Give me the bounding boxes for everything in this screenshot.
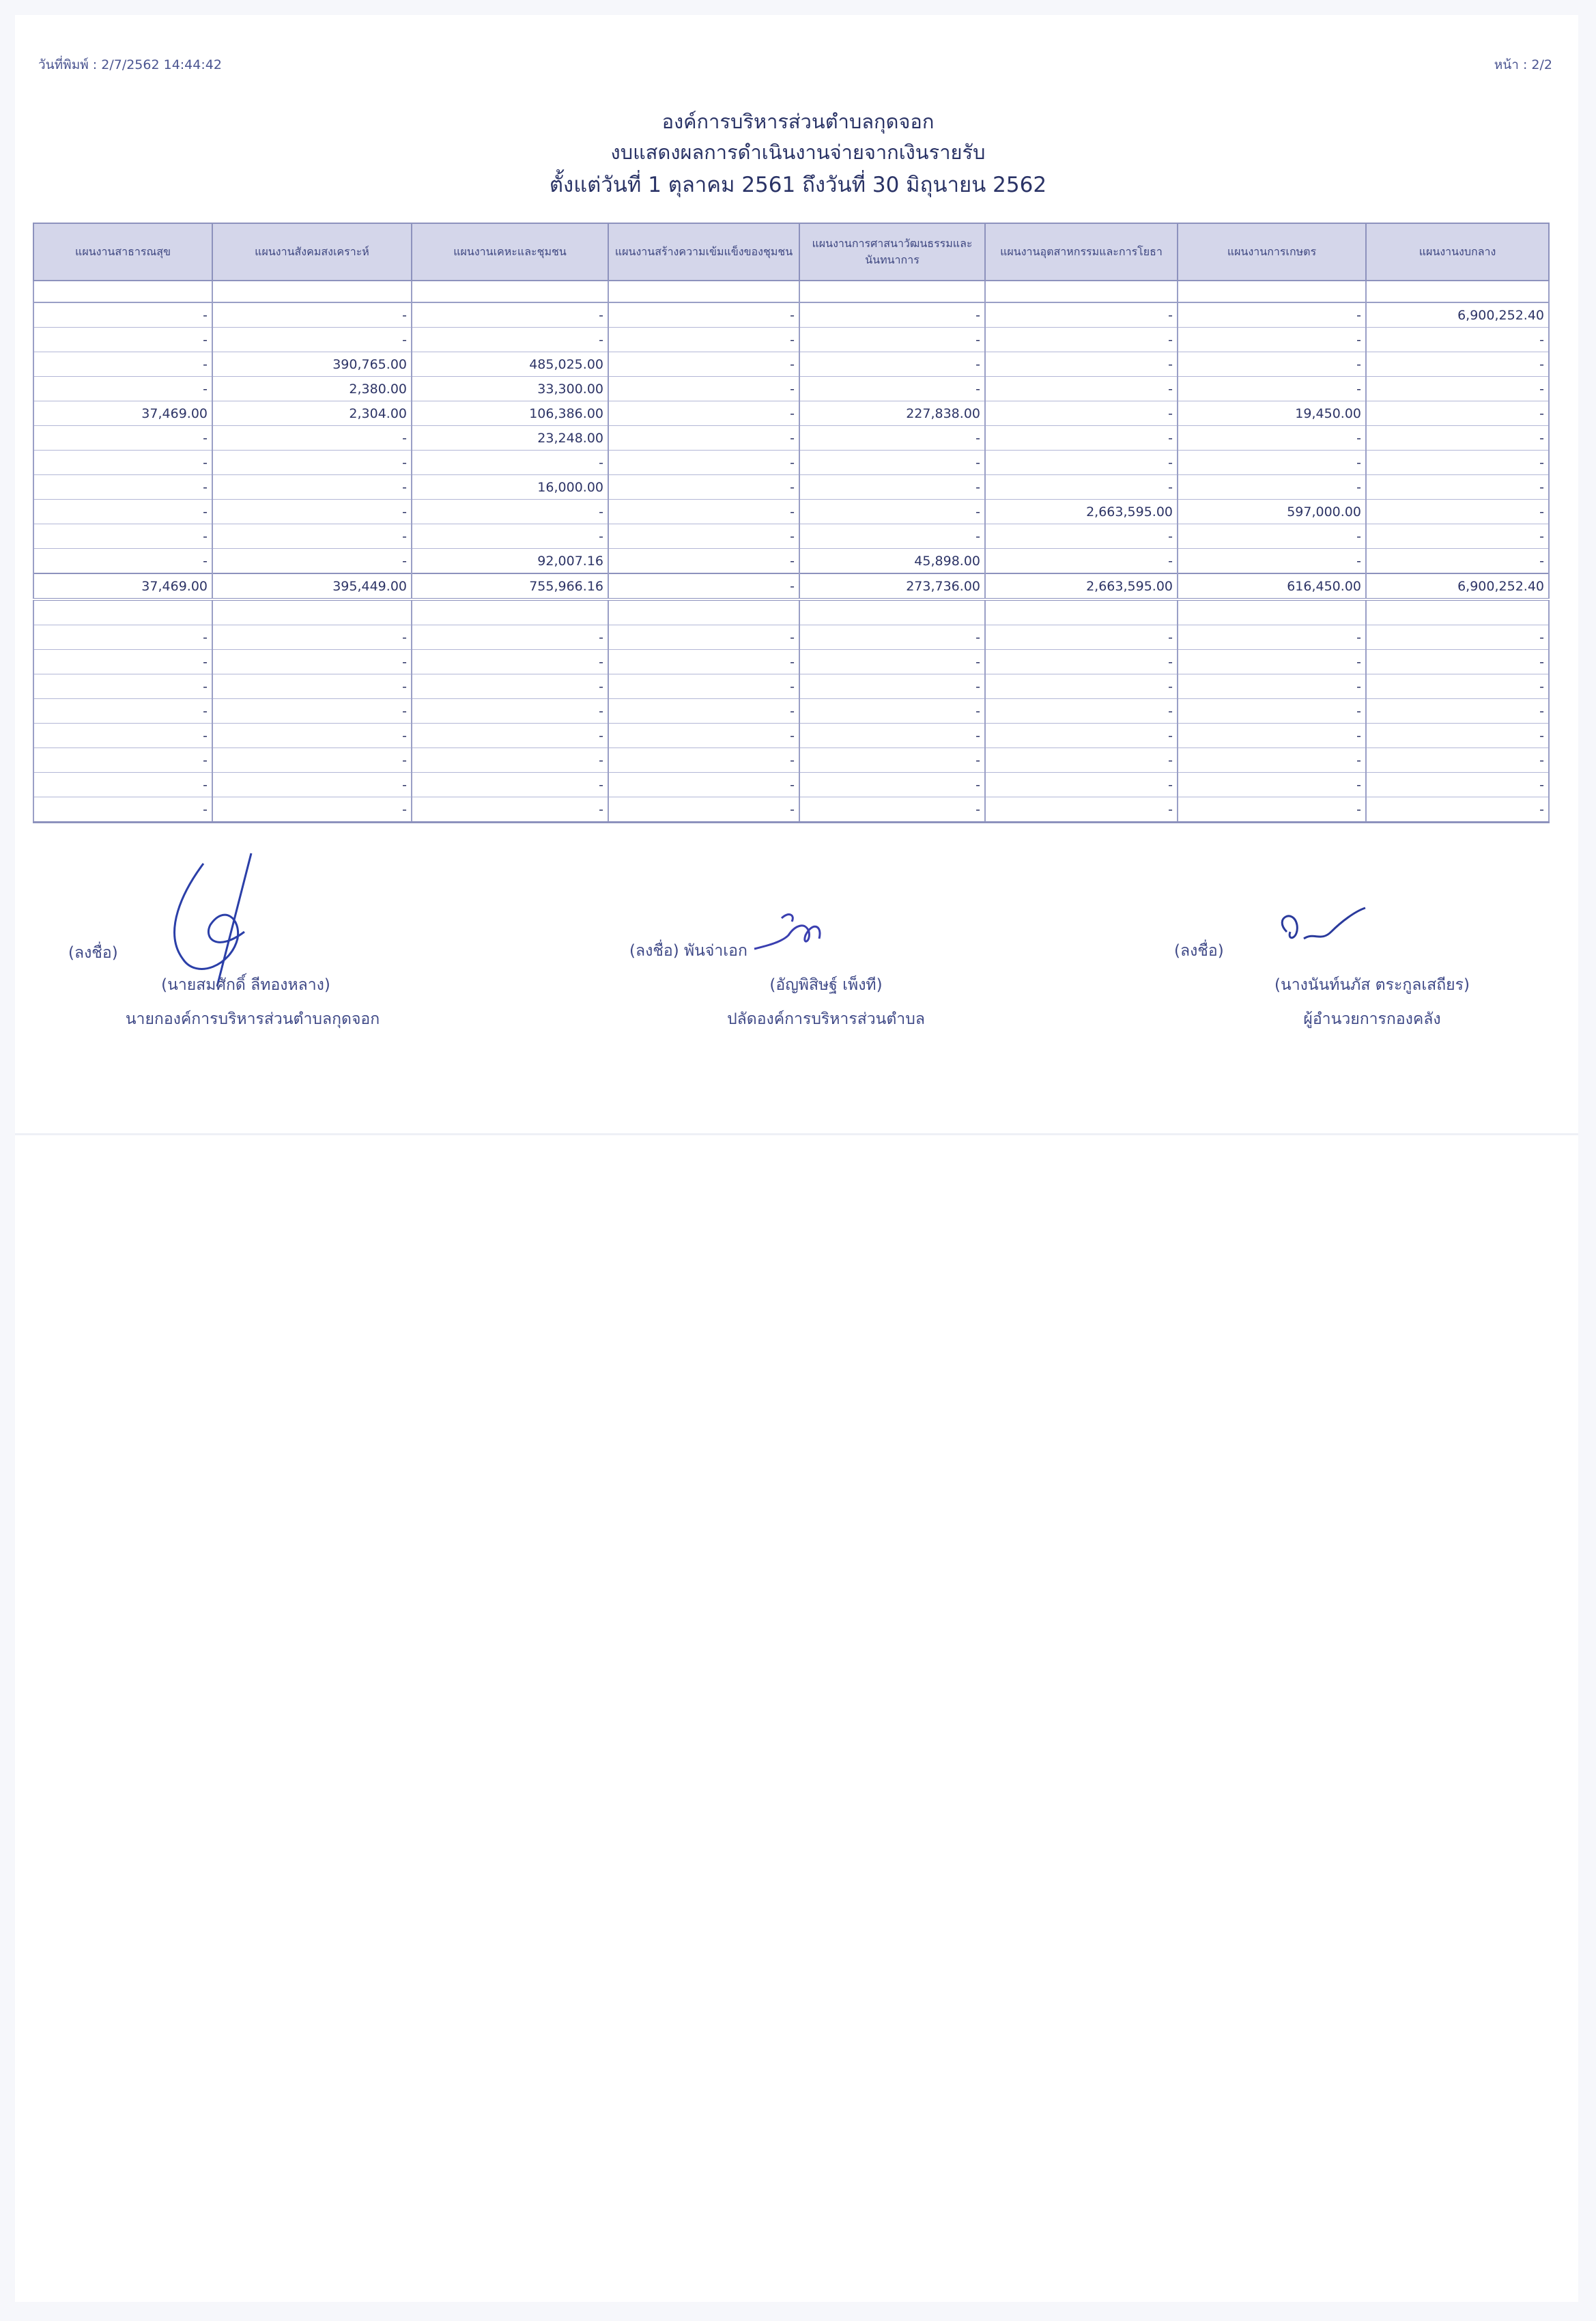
table-cell: - xyxy=(1178,797,1366,823)
table-cell: 390,765.00 xyxy=(212,352,412,377)
table-cell: - xyxy=(985,797,1178,823)
table-cell: - xyxy=(1178,650,1366,674)
organization-title: องค์การบริหารส่วนตำบลกุดจอก xyxy=(661,110,935,133)
table-cell: 616,450.00 xyxy=(1178,573,1366,599)
signature-right-label: (ลงชื่อ) xyxy=(1174,942,1224,960)
signature-middle-scribble xyxy=(741,908,843,963)
signature-left-position: นายกองค์การบริหารส่วนตำบลกุดจอก xyxy=(125,1010,380,1028)
table-cell: - xyxy=(412,724,608,748)
table-cell: 92,007.16 xyxy=(412,549,608,574)
table-cell: - xyxy=(985,773,1178,797)
table-cell: - xyxy=(608,773,799,797)
table-cell: - xyxy=(33,377,212,401)
table-row xyxy=(33,377,1549,401)
table-row xyxy=(33,599,1549,625)
page-fold-divider xyxy=(15,1133,1578,1135)
table-cell: - xyxy=(212,524,412,549)
table-cell xyxy=(985,599,1178,625)
table-cell: - xyxy=(1178,451,1366,475)
table-row xyxy=(33,401,1549,426)
table-cell: - xyxy=(1366,451,1549,475)
table-cell: - xyxy=(212,475,412,500)
column-header: แผนงานอุตสาหกรรมและการโยธา xyxy=(985,223,1178,281)
table-row xyxy=(33,650,1549,674)
table-cell: - xyxy=(212,797,412,823)
table-cell: - xyxy=(212,748,412,773)
table-cell: - xyxy=(985,401,1178,426)
table-cell: - xyxy=(1178,699,1366,724)
signature-left-label: (ลงชื่อ) xyxy=(68,944,118,962)
table-cell: - xyxy=(212,500,412,524)
table-cell: - xyxy=(799,451,985,475)
table-cell: - xyxy=(1178,475,1366,500)
table-cell xyxy=(212,599,412,625)
table-cell: - xyxy=(1366,674,1549,699)
table-cell: - xyxy=(799,773,985,797)
table-cell xyxy=(799,599,985,625)
signature-middle-name: (อัญพิสิษฐ์ เพ็งที) xyxy=(769,976,883,994)
table-cell: - xyxy=(33,650,212,674)
table-cell: - xyxy=(412,500,608,524)
table-cell: - xyxy=(608,328,799,352)
table-cell: - xyxy=(33,773,212,797)
table-cell: 485,025.00 xyxy=(412,352,608,377)
table-cell: - xyxy=(608,748,799,773)
table-row xyxy=(33,451,1549,475)
table-cell xyxy=(33,599,212,625)
table-cell: 45,898.00 xyxy=(799,549,985,574)
table-cell: - xyxy=(985,674,1178,699)
table-row xyxy=(33,524,1549,549)
signature-right-position: ผู้อำนวยการกองคลัง xyxy=(1303,1010,1441,1028)
table-cell xyxy=(608,599,799,625)
table-cell: - xyxy=(212,724,412,748)
column-header: แผนงานการเกษตร xyxy=(1178,223,1366,281)
table-cell: - xyxy=(985,475,1178,500)
table-cell: - xyxy=(1366,699,1549,724)
table-cell: - xyxy=(1178,748,1366,773)
table-cell: - xyxy=(412,328,608,352)
table-cell: - xyxy=(1366,401,1549,426)
column-header: แผนงานสังคมสงเคราะห์ xyxy=(212,223,412,281)
column-header: แผนงานการศาสนาวัฒนธรรมและนันทนาการ xyxy=(799,223,985,281)
table-row xyxy=(33,475,1549,500)
table-cell: - xyxy=(212,328,412,352)
table-cell: - xyxy=(799,797,985,823)
signature-right-scribble xyxy=(1266,905,1376,959)
table-cell: - xyxy=(412,773,608,797)
table-cell: - xyxy=(985,549,1178,574)
table-cell: 33,300.00 xyxy=(412,377,608,401)
column-header: แผนงานสร้างความเข้มแข็งของชุมชน xyxy=(608,223,799,281)
table-cell: - xyxy=(799,377,985,401)
table-cell: - xyxy=(412,797,608,823)
table-cell: - xyxy=(985,748,1178,773)
table-cell: 23,248.00 xyxy=(412,426,608,451)
table-cell: - xyxy=(608,524,799,549)
table-cell: - xyxy=(799,328,985,352)
table-cell: - xyxy=(33,748,212,773)
table-cell: - xyxy=(608,475,799,500)
table-cell: - xyxy=(1178,426,1366,451)
expense-table xyxy=(33,223,1550,823)
table-cell: - xyxy=(1366,475,1549,500)
table-cell: 19,450.00 xyxy=(1178,401,1366,426)
table-cell: - xyxy=(799,748,985,773)
table-spacer-row xyxy=(33,281,1549,302)
table-cell: - xyxy=(985,426,1178,451)
table-cell: - xyxy=(985,650,1178,674)
table-cell: - xyxy=(608,699,799,724)
table-cell: - xyxy=(985,328,1178,352)
table-cell: - xyxy=(1366,797,1549,823)
table-cell: 597,000.00 xyxy=(1178,500,1366,524)
table-cell: - xyxy=(608,451,799,475)
table-cell: - xyxy=(799,724,985,748)
table-cell: - xyxy=(33,524,212,549)
table-cell: - xyxy=(608,797,799,823)
table-cell: - xyxy=(412,748,608,773)
table-row xyxy=(33,426,1549,451)
table-cell xyxy=(1178,599,1366,625)
table-cell: - xyxy=(1178,328,1366,352)
signature-left-name: (นายสมศักดิ์ ลีทองหลาง) xyxy=(161,976,330,994)
table-cell: - xyxy=(1366,426,1549,451)
table-cell: - xyxy=(608,650,799,674)
table-cell: - xyxy=(1366,650,1549,674)
table-cell: - xyxy=(212,674,412,699)
signature-middle-label: (ลงชื่อ) พันจ่าเอก xyxy=(629,942,747,960)
table-cell: - xyxy=(1178,773,1366,797)
table-cell: - xyxy=(212,426,412,451)
table-cell: - xyxy=(608,549,799,574)
table-cell: - xyxy=(799,650,985,674)
table-cell: - xyxy=(412,650,608,674)
table-cell: - xyxy=(212,773,412,797)
table-cell: - xyxy=(985,352,1178,377)
table-cell: - xyxy=(608,401,799,426)
table-cell: - xyxy=(33,352,212,377)
table-cell: - xyxy=(1366,724,1549,748)
table-row xyxy=(33,352,1549,377)
table-cell: - xyxy=(1366,524,1549,549)
table-cell: - xyxy=(1178,377,1366,401)
table-cell: - xyxy=(608,352,799,377)
table-cell: - xyxy=(1366,549,1549,574)
table-cell: - xyxy=(608,426,799,451)
table-cell: - xyxy=(33,451,212,475)
table-cell: - xyxy=(33,500,212,524)
table-cell: 227,838.00 xyxy=(799,401,985,426)
column-header: แผนงานสาธารณสุข xyxy=(33,223,212,281)
table-cell: - xyxy=(1178,302,1366,328)
table-cell: - xyxy=(608,724,799,748)
table-cell: - xyxy=(1178,524,1366,549)
table-cell: - xyxy=(985,524,1178,549)
table-cell: - xyxy=(33,475,212,500)
table-cell: - xyxy=(1366,500,1549,524)
table-cell: - xyxy=(212,699,412,724)
table-row xyxy=(33,549,1549,574)
report-period: ตั้งแต่วันที่ 1 ตุลาคม 2561 ถึงวันที่ 30 มิถุนายน 2562 xyxy=(549,173,1047,197)
report-title: งบแสดงผลการดำเนินงานจ่ายจากเงินรายรับ xyxy=(610,141,986,164)
table-cell: - xyxy=(985,699,1178,724)
table-cell: - xyxy=(985,451,1178,475)
table-cell xyxy=(1366,599,1549,625)
table-cell: - xyxy=(799,352,985,377)
table-row xyxy=(33,773,1549,797)
print-date: วันที่พิมพ์ : 2/7/2562 14:44:42 xyxy=(38,57,222,72)
table-cell: - xyxy=(1366,377,1549,401)
table-row xyxy=(33,748,1549,773)
table-cell: - xyxy=(608,377,799,401)
table-cell: - xyxy=(985,625,1178,650)
table-body xyxy=(33,281,1549,823)
table-cell: 37,469.00 xyxy=(33,401,212,426)
table-cell: - xyxy=(799,500,985,524)
column-header: แผนงานเคหะและชุมชน xyxy=(412,223,608,281)
table-cell: - xyxy=(412,674,608,699)
table-cell: 755,966.16 xyxy=(412,573,608,599)
table-cell: - xyxy=(1178,549,1366,574)
table-cell: - xyxy=(985,724,1178,748)
table-row xyxy=(33,674,1549,699)
table-cell: - xyxy=(212,302,412,328)
table-cell: 2,663,595.00 xyxy=(985,500,1178,524)
table-cell: - xyxy=(412,451,608,475)
table-cell: - xyxy=(412,302,608,328)
table-cell: - xyxy=(212,549,412,574)
table-cell: - xyxy=(608,625,799,650)
table-cell: - xyxy=(33,328,212,352)
table-cell: - xyxy=(212,451,412,475)
table-cell: - xyxy=(799,426,985,451)
table-cell: - xyxy=(608,500,799,524)
table-cell: 16,000.00 xyxy=(412,475,608,500)
table-cell: - xyxy=(1366,748,1549,773)
table-cell: 37,469.00 xyxy=(33,573,212,599)
totals-row xyxy=(33,573,1549,599)
table-cell: - xyxy=(799,475,985,500)
table-cell: 2,304.00 xyxy=(212,401,412,426)
table-cell: - xyxy=(799,524,985,549)
table-cell: - xyxy=(33,797,212,823)
table-header-row xyxy=(33,223,1549,281)
table-cell: - xyxy=(1178,625,1366,650)
table-cell: - xyxy=(1178,352,1366,377)
column-header: แผนงานงบกลาง xyxy=(1366,223,1549,281)
table-cell: - xyxy=(608,573,799,599)
table-cell: - xyxy=(1178,724,1366,748)
expense-table-wrapper xyxy=(33,223,1548,823)
table-cell: - xyxy=(1366,773,1549,797)
table-cell: - xyxy=(608,674,799,699)
table-cell: - xyxy=(1178,674,1366,699)
table-row xyxy=(33,500,1549,524)
table-cell: - xyxy=(412,625,608,650)
table-cell: - xyxy=(1366,352,1549,377)
table-cell: - xyxy=(33,674,212,699)
table-cell: 273,736.00 xyxy=(799,573,985,599)
table-cell: 2,380.00 xyxy=(212,377,412,401)
table-cell: - xyxy=(799,302,985,328)
table-cell: 395,449.00 xyxy=(212,573,412,599)
table-row xyxy=(33,797,1549,823)
table-cell: - xyxy=(33,625,212,650)
table-cell: 6,900,252.40 xyxy=(1366,573,1549,599)
table-cell: - xyxy=(985,302,1178,328)
table-cell xyxy=(412,599,608,625)
table-cell: - xyxy=(33,426,212,451)
table-cell: - xyxy=(412,524,608,549)
table-cell: - xyxy=(33,549,212,574)
table-row xyxy=(33,699,1549,724)
table-cell: - xyxy=(212,625,412,650)
table-row xyxy=(33,625,1549,650)
table-cell: - xyxy=(799,699,985,724)
table-cell: 6,900,252.40 xyxy=(1366,302,1549,328)
table-cell: - xyxy=(799,625,985,650)
page-number: หน้า : 2/2 xyxy=(1494,57,1552,72)
signature-right-name: (นางนันท์นภัส ตระกูลเสถียร) xyxy=(1274,976,1470,994)
table-cell: - xyxy=(799,674,985,699)
table-cell: 2,663,595.00 xyxy=(985,573,1178,599)
table-cell: - xyxy=(985,377,1178,401)
table-cell: - xyxy=(1366,328,1549,352)
table-row xyxy=(33,328,1549,352)
table-cell: 106,386.00 xyxy=(412,401,608,426)
table-cell: - xyxy=(412,699,608,724)
table-cell: - xyxy=(33,302,212,328)
table-row xyxy=(33,302,1549,328)
table-cell: - xyxy=(1366,625,1549,650)
table-cell: - xyxy=(608,302,799,328)
table-row xyxy=(33,724,1549,748)
signature-middle-position: ปลัดองค์การบริหารส่วนตำบล xyxy=(727,1010,925,1028)
table-cell: - xyxy=(33,724,212,748)
table-cell: - xyxy=(212,650,412,674)
table-cell: - xyxy=(33,699,212,724)
